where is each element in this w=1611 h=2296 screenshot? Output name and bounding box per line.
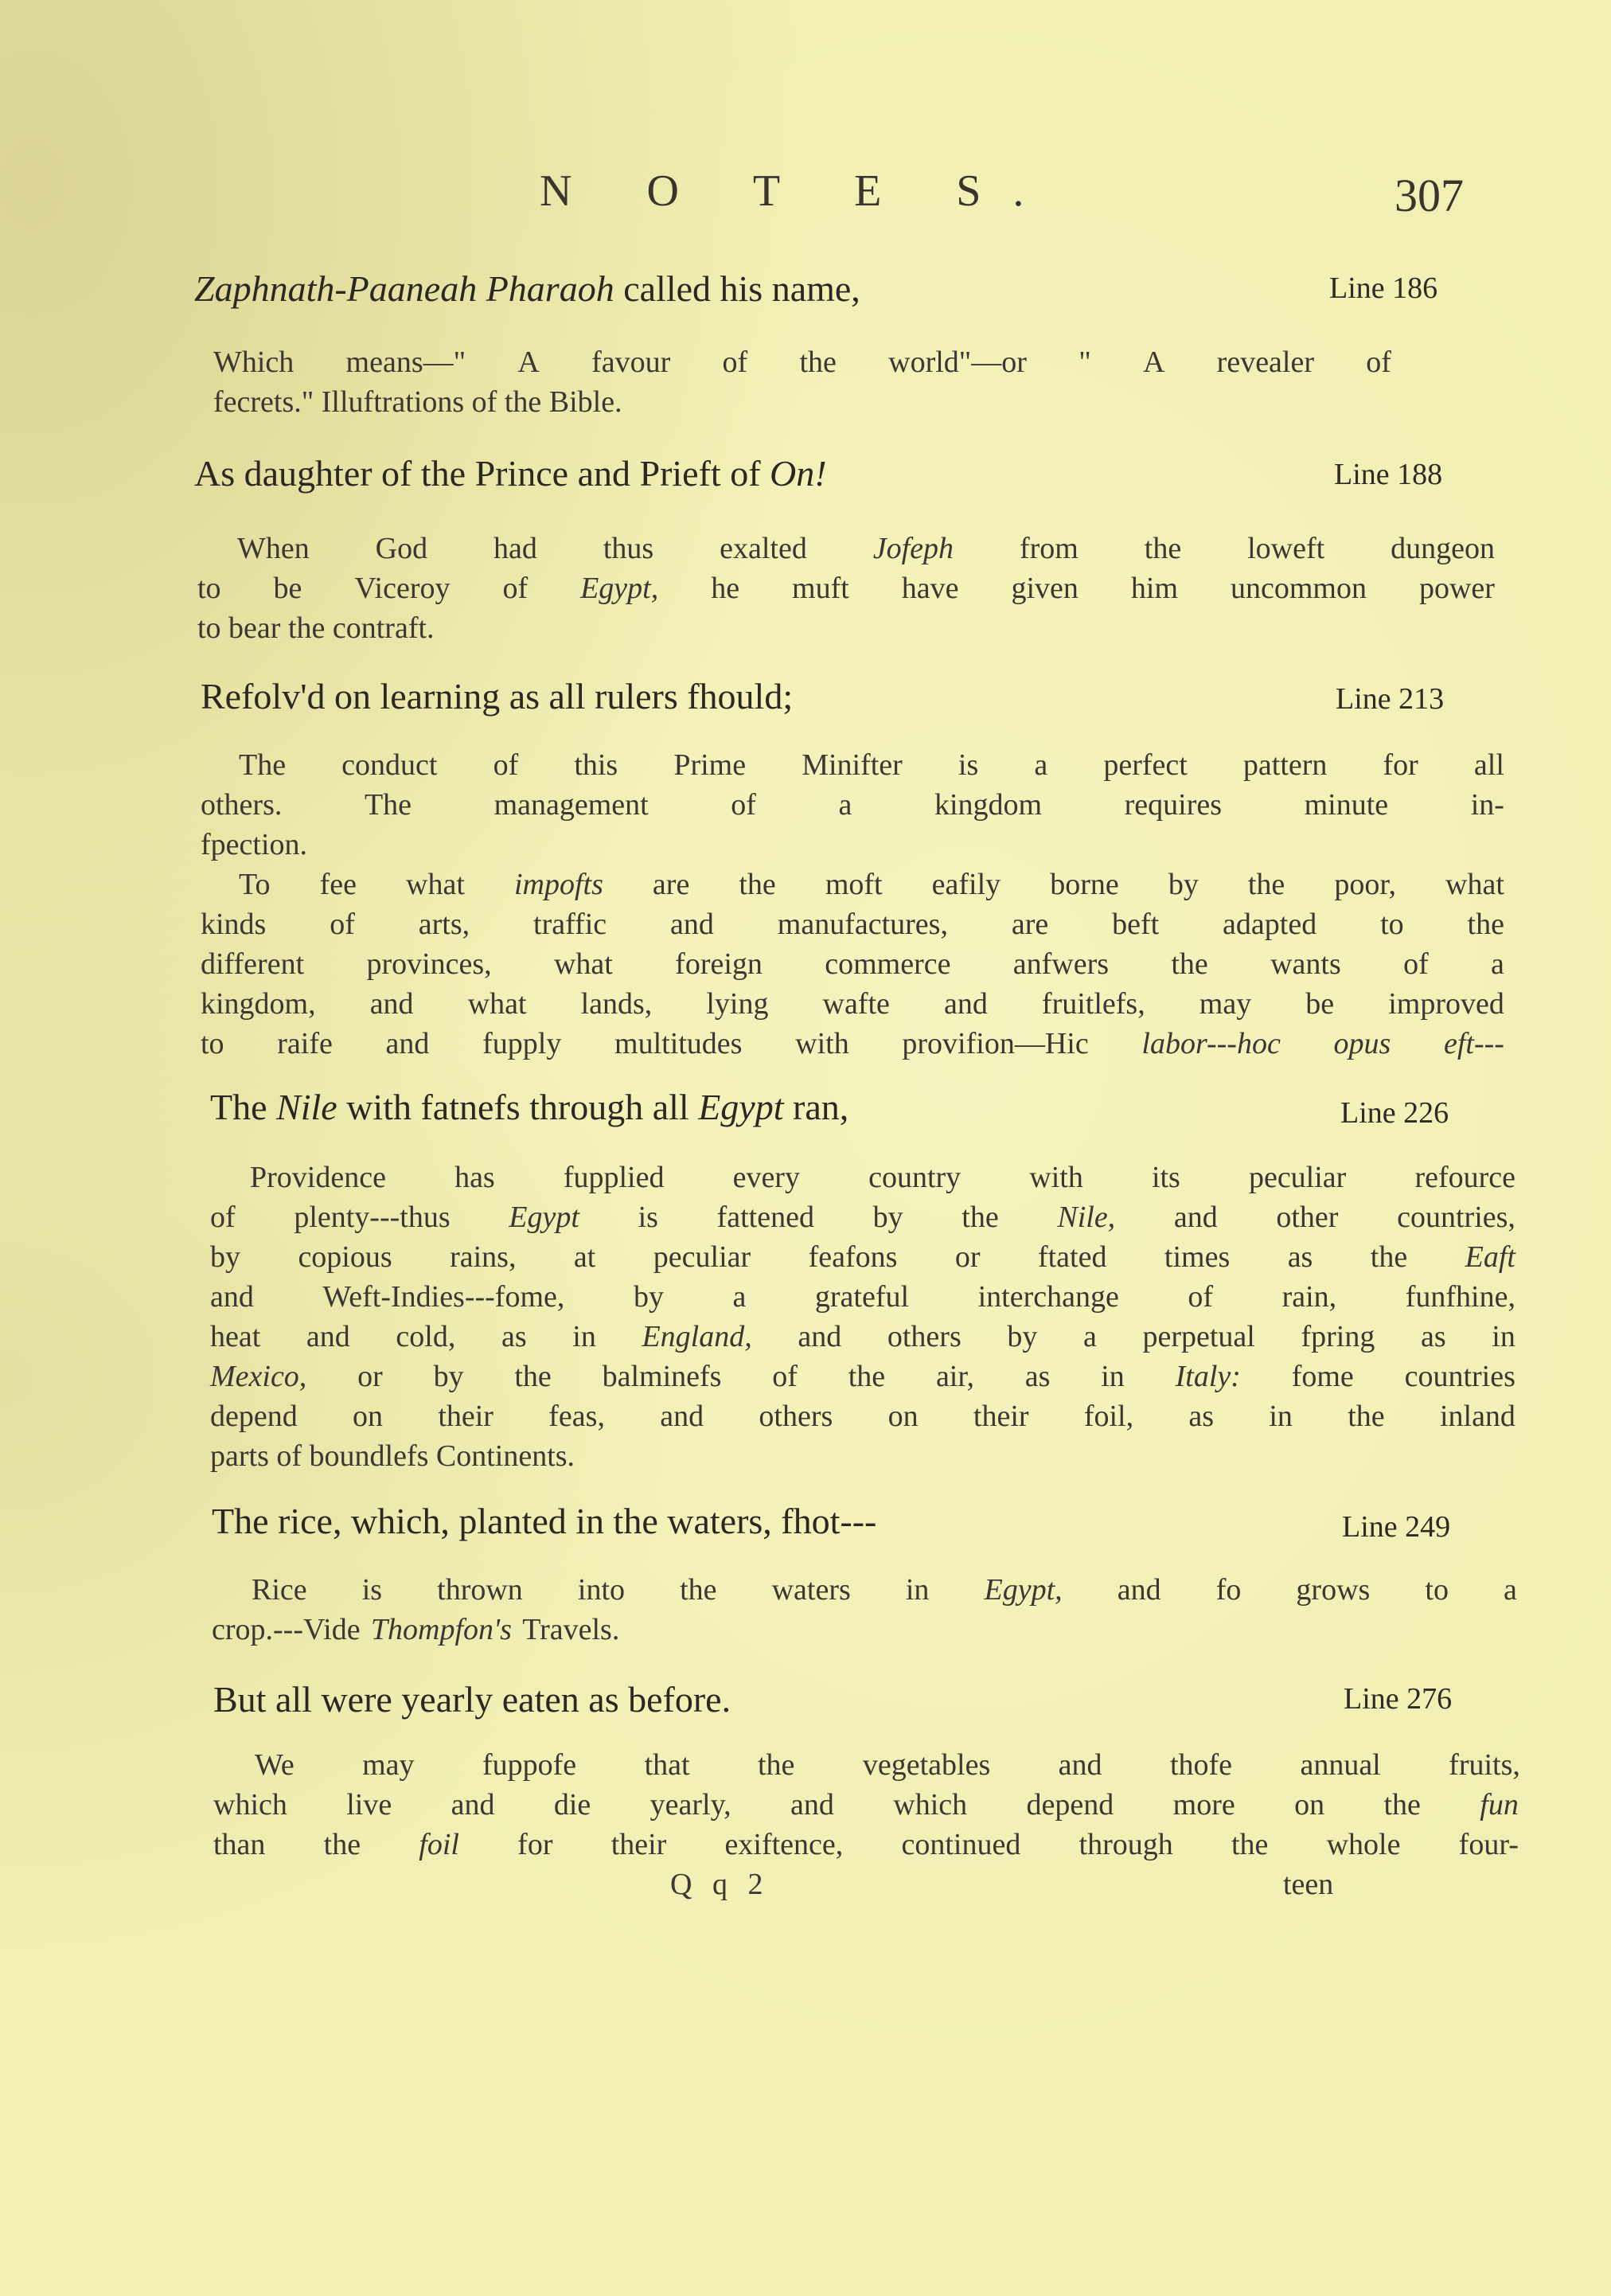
note-line: depend on their feas, and others on their foil, as in the inland xyxy=(210,1400,1515,1433)
note-heading: But all were yearly eaten as before. xyxy=(213,1679,731,1720)
note-body xyxy=(197,529,1495,648)
note-line: We may fuppofe that the vegetables and thofe annual fruits, xyxy=(255,1748,1520,1782)
note-body xyxy=(212,1570,1517,1650)
line-reference: Line 226 xyxy=(1340,1096,1449,1130)
note-line: parts of boundlefs Continents. xyxy=(210,1439,575,1473)
catchword: teen xyxy=(1283,1868,1334,1901)
note-line: than the foil for their exiftence, continued through the whole four- xyxy=(213,1828,1519,1861)
note-line: kingdom, and what lands, lying wafte and fruitlefs, may be improved xyxy=(201,987,1504,1021)
line-reference: Line 188 xyxy=(1334,458,1443,491)
note-body xyxy=(201,745,1504,1064)
note-heading: Refolv'd on learning as all rulers fhould; xyxy=(201,676,794,717)
note-line: To fee what impofts are the moft eafily borne by the poor, what xyxy=(239,868,1504,901)
note-line: kinds of arts, traffic and manufactures, are beft adapted to the xyxy=(201,908,1504,941)
signature-mark: Q q 2 xyxy=(670,1868,770,1901)
note-heading: Zaphnath-Paaneah Pharaoh called his name, xyxy=(194,268,860,309)
note-line: crop.---Vide Thompfon's Travels. xyxy=(212,1613,620,1646)
note-line: different provinces, what foreign commerce anfwers the wants of a xyxy=(201,947,1504,981)
note-line: fpection. xyxy=(201,828,308,861)
running-head: N O T E S. xyxy=(540,166,1056,216)
note-heading: As daughter of the Prince and Prieft of On! xyxy=(194,453,827,494)
note-line: to bear the contraft. xyxy=(197,611,435,645)
note-line: Which means—" A favour of the world"—or " A revealer of xyxy=(213,346,1391,379)
page-number: 307 xyxy=(1395,170,1464,221)
note-line: Rice is thrown into the waters in Egypt, and fo grows to a xyxy=(252,1573,1517,1607)
line-reference: Line 186 xyxy=(1329,271,1438,305)
note-heading: The Nile with fatnefs through all Egypt ran, xyxy=(210,1087,849,1127)
note-line: by copious rains, at peculiar feafons or ftated times as the Eaft xyxy=(210,1240,1515,1274)
note-line: to be Viceroy of Egypt, he muft have given him uncommon power xyxy=(197,572,1495,605)
note-line: Providence has fupplied every country with its peculiar refource xyxy=(250,1161,1515,1194)
note-line: others. The management of a kingdom requires minute in- xyxy=(201,788,1504,822)
note-body xyxy=(210,1158,1515,1476)
note-body xyxy=(213,1745,1520,1865)
note-heading: The rice, which, planted in the waters, fhot--- xyxy=(212,1501,877,1541)
line-reference: Line 249 xyxy=(1342,1510,1451,1544)
note-line: and Weft-Indies---fome, by a grateful interchange of rain, funfhine, xyxy=(210,1280,1515,1314)
note-line: of plenty---thus Egypt is fattened by the Nile, and other countries, xyxy=(210,1201,1515,1234)
note-line: When God had thus exalted Jofeph from the loweft dungeon xyxy=(237,532,1495,565)
line-reference: Line 276 xyxy=(1344,1682,1453,1716)
note-body xyxy=(213,342,1391,422)
note-line: heat and cold, as in England, and others by a perpetual fpring as in xyxy=(210,1320,1515,1353)
note-line: which live and die yearly, and which depend more on the fun xyxy=(213,1788,1519,1822)
note-line: to raife and fupply multitudes with provifion—Hic labor---hoc opus eft--- xyxy=(201,1027,1504,1060)
line-reference: Line 213 xyxy=(1336,682,1445,716)
note-line: Mexico, or by the balminefs of the air, as in Italy: fome countries xyxy=(210,1360,1515,1393)
note-line: fecrets." Illuftrations of the Bible. xyxy=(213,385,622,419)
note-line: The conduct of this Prime Minifter is a perfect pattern for all xyxy=(239,748,1504,782)
